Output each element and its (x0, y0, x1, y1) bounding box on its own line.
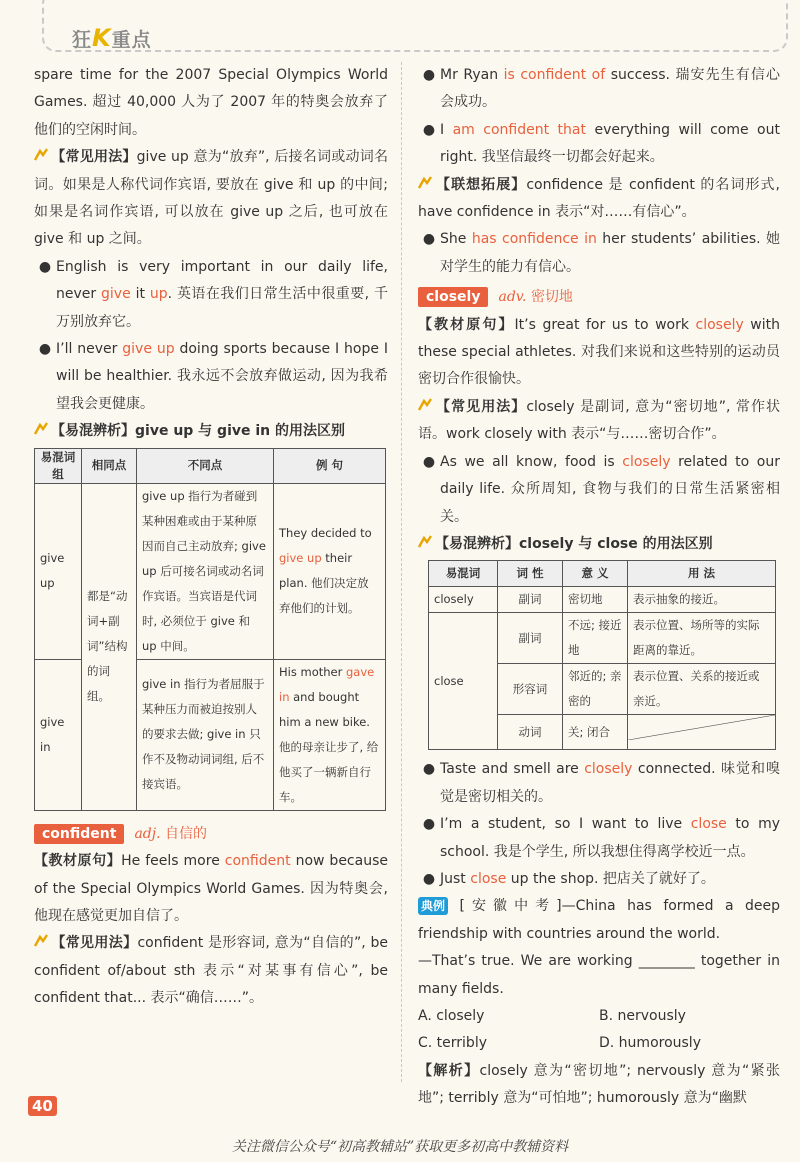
example-give-up-1: ● English is very important in our daily life, never give it up. 英语在我们日常生活中很重要, 千万别放弃它。 (34, 254, 388, 336)
extend-icon (418, 176, 432, 190)
table-cell-same: 都是“动词+副词”结构的词组。 (82, 483, 137, 810)
table-cell: 形容词 (498, 664, 563, 715)
bullet-icon: ● (422, 816, 436, 833)
table-cell-diff: give up 指行为者碰到某种困难或由于某种原因而自己主动放弃; give up 后可接名词或动名词作宾语。当宾语是代词时, 必须位于 give 和 up 中间。 (137, 483, 274, 659)
example-close-3: ● Just close up the shop. 把店关了就好了。 (418, 866, 780, 893)
example-give-up-2: ● I’ll never give up doing sports because I hope I will be healthier. 我永远不会放弃做运动, 因为我希望我会更健康。 (34, 336, 388, 418)
bullet-icon: ● (422, 453, 436, 470)
word-heading-confident: confident adj. 自信的 (34, 821, 388, 848)
right-column (418, 62, 780, 1113)
option-a: A. closely (418, 1007, 485, 1024)
table-cell: 不远; 接近地 (563, 613, 628, 664)
table-cell-diff: give in 指行为者屈服于某种压力而被迫按别人的要求去做; give in 只作不及物动词词组, 后不接宾语。 (137, 659, 274, 810)
word-heading-closely: closely adv. 密切地 (418, 284, 780, 311)
table-row (35, 483, 386, 659)
column-divider (401, 62, 402, 1082)
left-column (34, 62, 388, 1013)
header-logo: 狂K重点 (72, 24, 152, 52)
exam-question: 典例 [安徽中考]—China has formed a deep friendship with countries around the world. (418, 898, 781, 942)
original-sentence-confident: 【教材原句】He feels more confident now because of the Special Olympics World Games. 因为特奥会, 他现在感觉更加自信了。 (34, 853, 388, 924)
table-cell-example: His mother gave in and bought him a new bike. 他的母亲让步了, 给他买了一辆新自行车。 (274, 659, 386, 810)
usage-icon (418, 398, 432, 412)
table-cell: 邻近的; 亲密的 (563, 664, 628, 715)
table-cell: 表示抽象的接近。 (628, 587, 776, 613)
exam-answer-line: —That’s true. We are working ________ together in many fields. (418, 953, 780, 997)
table-row (429, 613, 776, 664)
example-closely-1: ● As we all know, food is closely related to our daily life. 众所周知, 食物与我们的日常生活紧密相关。 (418, 449, 780, 531)
bullet-icon: ● (422, 121, 436, 138)
usage-confident: 【常见用法】confident 是形容词, 意为“自信的”, be confident of/about sth 表示“对某事有信心”, be confident that... 表示“确信……”。 (34, 935, 389, 1007)
usage-closely: 【常见用法】closely 是副词, 意为“密切地”, 常作状语。work closely with 表示“与……密切合作”。 (418, 398, 781, 443)
compare-heading-give: 【易混辨析】give up 与 give in 的用法区别 (34, 418, 388, 445)
table-header: 易混词 (429, 561, 498, 587)
example-confident-2: ● I am confident that everything will come out right. 我坚信最终一切都会好起来。 (418, 117, 780, 172)
compare-icon (34, 422, 48, 436)
option-b: B. nervously (599, 1007, 686, 1024)
option-d: D. humorously (599, 1035, 701, 1052)
table-header: 不同点 (137, 448, 274, 483)
table-cell: 密切地 (563, 587, 628, 613)
usage-give-up: 【常见用法】give up 意为“放弃”, 后接名词或动词名词。如果是人称代词作宾语, 要放在 give 和 up 的中间; 如果是名词作宾语, 可以放在 give up 之后, 也可放在 give 和 up 之间。 (34, 149, 388, 248)
analysis: 【解析】closely 意为“密切地”; nervously 意为“紧张地”; terribly 意为“可怕地”; humorously 意为“幽默 (418, 1062, 780, 1107)
table-cell: close (429, 613, 498, 750)
table-cell-word: give in (35, 659, 82, 810)
word-tag: confident (34, 824, 124, 844)
bullet-icon: ● (422, 231, 436, 248)
table-cell: closely (429, 587, 498, 613)
table-header: 词 性 (498, 561, 563, 587)
bullet-icon: ● (38, 258, 52, 275)
usage-icon (34, 148, 48, 162)
table-header: 用 法 (628, 561, 776, 587)
bullet-icon: ● (422, 761, 436, 778)
header-frame (42, 0, 788, 52)
footer-note: 关注微信公众号“初高教辅站”获取更多初高中教辅资料 (231, 1139, 569, 1155)
table-cell-empty (628, 715, 776, 750)
exam-options (418, 1003, 780, 1058)
example-badge: 典例 (418, 897, 448, 915)
page-number: 40 (28, 1096, 57, 1116)
bullet-icon: ● (422, 870, 436, 887)
table-header: 相同点 (82, 448, 137, 483)
closely-close-table (428, 560, 776, 750)
table-cell: 关; 闭合 (563, 715, 628, 750)
usage-icon (34, 934, 48, 948)
table-cell: 副词 (498, 613, 563, 664)
original-sentence-closely: 【教材原句】It’s great for us to work closely with these special athletes. 对我们来说和这些特别的运动员密切合作很愉快。 (418, 316, 781, 388)
give-up-give-in-table (34, 448, 386, 811)
table-header: 易混词组 (35, 448, 82, 483)
option-c: C. terribly (418, 1035, 487, 1052)
word-tag: closely (418, 287, 488, 307)
table-cell-example: They decided to give up their plan. 他们决定放弃他们的计划。 (274, 483, 386, 659)
example-confidence: ● She has confidence in her students’ abilities. 她对学生的能力有信心。 (418, 226, 780, 281)
example-close-1: ● Taste and smell are closely connected. 味觉和嗅觉是密切相关的。 (418, 756, 780, 811)
compare-heading-close: 【易混辨析】closely 与 close 的用法区别 (418, 531, 780, 558)
table-cell: 动词 (498, 715, 563, 750)
table-cell-word: give up (35, 483, 82, 659)
diagonal-line (628, 715, 775, 740)
bullet-icon: ● (38, 341, 52, 358)
extend-confidence: 【联想拓展】confidence 是 confident 的名词形式, have confidence in 表示“对……有信心”。 (418, 176, 780, 221)
table-row (429, 587, 776, 613)
table-cell: 表示位置、关系的接近或亲近。 (628, 664, 776, 715)
bullet-icon: ● (422, 67, 436, 83)
example-close-2: ● I’m a student, so I want to live close to my school. 我是个学生, 所以我想住得离学校近一点。 (418, 811, 780, 866)
table-cell: 副词 (498, 587, 563, 613)
table-header: 例 句 (274, 448, 386, 483)
compare-icon (418, 535, 432, 549)
example-confident-1: ● Mr Ryan is confident of success. 瑞安先生有信心会成功。 (418, 62, 780, 117)
intro-text: spare time for the 2007 Special Olympics World Games. 超过 40,000 人为了 2007 年的特奥会放弃了他们的空闲时间。 (34, 67, 388, 138)
table-header: 意 义 (563, 561, 628, 587)
table-cell: 表示位置、场所等的实际距离的靠近。 (628, 613, 776, 664)
